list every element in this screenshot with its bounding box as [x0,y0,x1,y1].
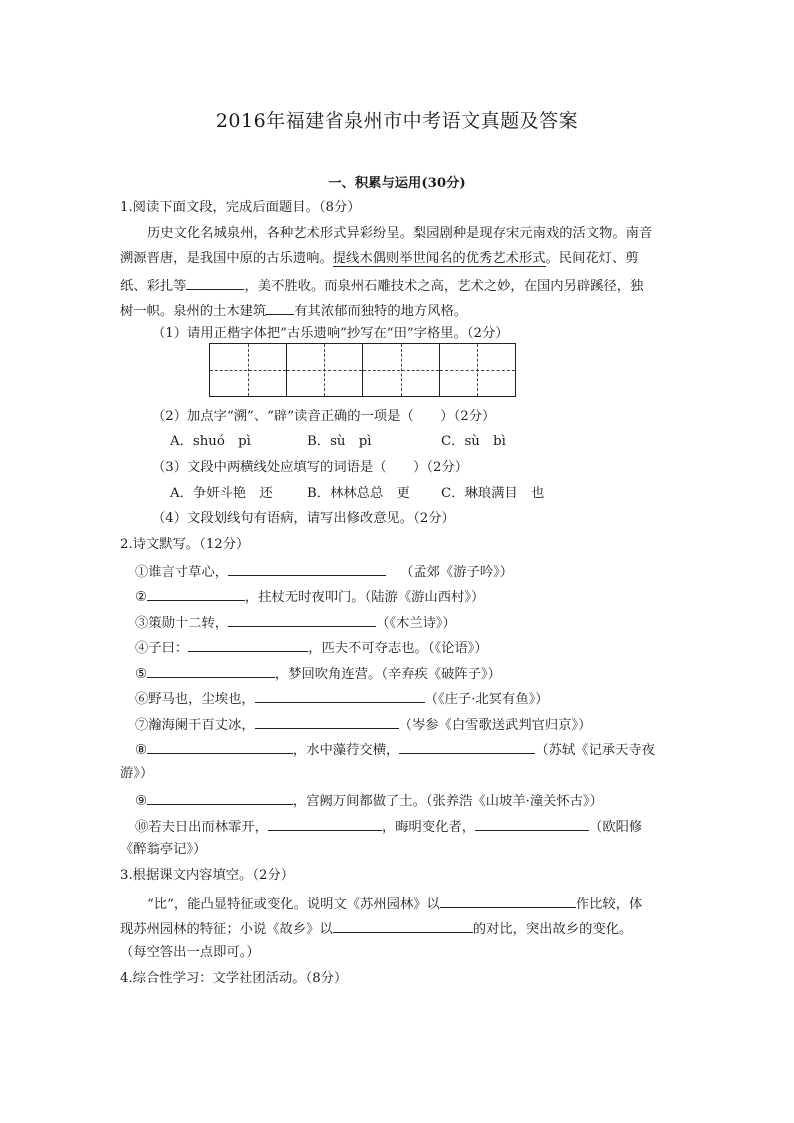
q2-item-text: ，匹夫不可夺志也。（《论语》） [308,641,488,656]
answer-blank[interactable] [147,790,293,805]
grid-cell[interactable] [440,344,516,396]
section-heading: 一、积累与运用(30分) [328,176,466,191]
answer-blank[interactable] [255,714,399,729]
answer-blank[interactable] [255,688,425,703]
q2-item-text: ⑩若夫日出而林霏开， [135,820,268,835]
q2-item-source: （《木兰诗》） [376,616,456,631]
q2-item-5 [135,663,501,684]
q2-item-source: （欧阳修 [589,820,643,835]
q1-sub-3-option-c: C．琳琅满目 也 [441,486,545,501]
q3-text: “比”，能凸显特征或变化。说明文《苏州园林》以 [147,897,440,912]
q2-item-4 [135,637,488,658]
q1-passage-text: 有其浓郁而独特的地方风格。 [294,304,468,319]
tian-character-grid[interactable] [209,343,516,397]
answer-blank[interactable] [147,663,275,678]
answer-blank[interactable] [440,893,576,908]
q1-passage-text: 。民间花灯、剪 [545,251,639,266]
q2-item-3 [135,612,456,633]
q2-item-text: ，梦回吹角连营。（辛弃疾《破阵子》） [274,667,501,682]
q2-item-text: ，水中藻荇交横， [292,743,400,758]
q1-sub-3: （3）文段中两横线处应填写的词语是（ ）（2分） [152,460,469,475]
q3-note: （每空答出一点即可。） [120,945,260,960]
q1-sub-4: （4）文段划线句有语病，请写出修改意见。（2分） [152,511,455,526]
q2-item-source: （苏轼《记承天寺夜 [535,743,655,758]
q1-passage-line-4 [120,300,467,321]
answer-blank[interactable] [475,816,589,831]
q2-item-10 [135,816,642,837]
q2-item-text: ② [135,590,147,605]
q2-item-text: ⑨ [135,794,147,809]
q2-item-source: （岑参《白雪歌送武判官归京》） [398,718,592,733]
q1-passage-text: 溯源晋唐，是我国中原的古乐遗响。 [120,251,333,266]
answer-blank[interactable] [268,816,382,831]
q2-item-source: （孟郊《游子吟》） [400,565,514,580]
q2-heading: 2.诗文默写。（12分） [120,537,250,552]
q2-item-7 [135,714,591,735]
q2-item-text: ，宫阙万间都做了土。（张养浩《山坡羊·潼关怀古》） [292,794,603,809]
q2-item-10-cont: 《醉翁亭记》） [120,842,207,857]
q1-sub-2-option-b: B．sù pì [307,434,372,449]
q1-sub-2: （2）加点字“溯”、“辟”读音正确的一项是（ ）（2分） [152,409,496,424]
q3-text: 作比较，体 [575,897,643,912]
q3-line-1 [147,893,642,914]
q1-sub-3-option-a: A．争妍斗艳 还 [170,486,273,501]
q3-heading: 3.根据课文内容填空。（2分） [120,868,295,883]
q2-item-text: ③策勋十二转， [135,616,229,631]
answer-blank[interactable] [147,586,245,601]
q1-sub-3-option-b: B．林林总总 更 [307,486,410,501]
q2-item-text: ，晦明变化者， [381,820,476,835]
q1-heading: 1.阅读下面文段，完成后面题目。（8分） [120,200,361,215]
grid-cell[interactable] [363,344,440,396]
q1-passage-text: ，美不胜收。而泉州石雕技术之高，艺术之妙，在国内另辟蹊径，独 [244,279,644,294]
q2-item-8 [135,739,655,760]
q2-item-2 [135,586,484,607]
q2-item-text: ⑤ [135,667,147,682]
q2-item-source: （《庄子·北冥有鱼》） [424,692,549,707]
q2-item-text: ⑥野马也，尘埃也， [135,692,255,707]
answer-blank[interactable] [188,637,308,652]
answer-blank[interactable] [147,739,293,754]
q1-passage-line-1: 历史文化名城泉州，各种艺术形式异彩纷呈。梨园剧种是现存宋元南戏的活文物。南音 [147,226,653,241]
q2-item-9 [135,790,603,811]
q1-sub-1: （1）请用正楷字体把“古乐遗响”抄写在“田”字格里。（2分） [152,326,509,341]
q3-line-2 [120,918,632,939]
q1-sub-2-option-a: A．shuó pì [170,434,251,449]
q1-passage-line-3 [120,275,643,296]
answer-blank[interactable] [186,275,244,290]
q2-item-1 [135,561,513,582]
q2-item-text: ，拄杖无时夜叩门。（陆游《游山西村》） [244,590,485,605]
underlined-sentence: 提线木偶则举世闻名的优秀艺术形式 [332,251,546,266]
document-title: 2016年福建省泉州市中考语文真题及答案 [215,110,579,132]
answer-blank[interactable] [333,918,473,933]
q1-sub-2-option-c: C．sù bì [441,434,506,449]
q2-item-text: ①谁言寸草心， [135,565,229,580]
q3-text: 现苏州园林的特征；小说《故乡》以 [120,922,333,937]
q1-passage-line-2 [120,250,639,268]
answer-blank[interactable] [399,739,535,754]
q2-item-text: ⑧ [135,743,147,758]
q2-item-text: ⑦瀚海阑干百丈冰， [135,718,255,733]
answer-blank[interactable] [228,612,376,627]
grid-cell[interactable] [287,344,364,396]
q2-item-8-cont: 游》） [120,766,154,781]
q1-passage-text: 纸、彩扎等 [120,279,187,294]
q4-heading: 4.综合性学习：文学社团活动。（8分） [120,971,348,986]
answer-blank[interactable] [266,300,294,315]
q2-item-6 [135,688,549,709]
q1-passage-text: 树一帜。泉州的土木建筑 [120,304,267,319]
grid-cell[interactable] [210,344,287,396]
answer-blank[interactable] [228,561,386,576]
q2-item-text: ④子曰： [135,641,189,656]
q3-text: 的对比，突出故乡的变化。 [472,922,633,937]
